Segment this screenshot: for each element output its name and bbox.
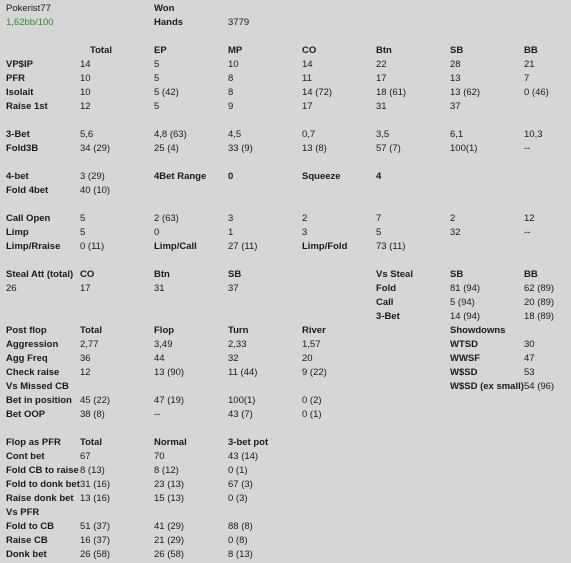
stat-value: 47 (19)	[154, 395, 185, 406]
stat-value: 14	[80, 59, 91, 70]
stat-label: Bet in position	[6, 395, 72, 406]
stat-row	[0, 450, 571, 464]
stat-value: 9	[228, 101, 234, 112]
stat-label: Vs Missed CB	[6, 381, 69, 392]
stat-label: SB	[228, 269, 242, 280]
stat-value: 26 (58)	[154, 549, 185, 560]
stat-row	[0, 72, 571, 86]
stat-label: Btn	[376, 45, 392, 56]
stat-row	[0, 506, 571, 520]
stat-value: 27 (11)	[228, 241, 258, 252]
stat-row	[0, 366, 571, 380]
stat-value: 16 (37)	[80, 535, 111, 546]
header-row-2	[0, 16, 571, 30]
stat-value: 1,57	[302, 339, 321, 350]
won-label: Won	[154, 3, 175, 14]
stat-row	[0, 240, 571, 254]
stat-value: 0 (1)	[228, 465, 248, 476]
stat-row	[0, 296, 571, 310]
stat-value: 0 (1)	[302, 409, 322, 420]
stat-row	[0, 324, 571, 338]
stat-value: 17	[302, 101, 313, 112]
stat-label: Fold CB to raise	[6, 465, 79, 476]
stat-label: Normal	[154, 437, 187, 448]
stat-row	[0, 520, 571, 534]
stat-row	[0, 548, 571, 562]
stat-label: Total	[80, 437, 102, 448]
stat-value: 20 (89)	[524, 297, 555, 308]
stat-value: 31	[154, 283, 165, 294]
stat-value: 31	[376, 101, 387, 112]
stat-value: 10	[80, 73, 91, 84]
stat-value: 13 (90)	[154, 367, 185, 378]
stat-value: 41 (29)	[154, 521, 185, 532]
stat-label: Raise CB	[6, 535, 48, 546]
stat-label: WWSF	[450, 353, 481, 364]
stat-value: 30	[524, 339, 535, 350]
stat-label: W$SD (ex small)	[450, 381, 524, 392]
stat-value: 7	[524, 73, 530, 84]
stat-label: Vs PFR	[6, 507, 40, 518]
stat-value: --	[154, 409, 161, 420]
stat-label: 3-Bet	[376, 311, 400, 322]
stat-value: 3 (29)	[80, 171, 105, 182]
stat-label: Flop as PFR	[6, 437, 61, 448]
stat-label: Donk bet	[6, 549, 47, 560]
stat-value: 37	[228, 283, 239, 294]
stat-label: PFR	[6, 73, 25, 84]
stat-value: 51 (37)	[80, 521, 111, 532]
winrate-value: 1,62bb/100	[6, 17, 54, 28]
stat-row	[0, 212, 571, 226]
stat-row	[0, 86, 571, 100]
stat-label: VP$IP	[6, 59, 33, 70]
stat-label: Aggression	[6, 339, 59, 350]
stat-value: 10,3	[524, 129, 543, 140]
stat-label: Post flop	[6, 325, 47, 336]
stat-label: Isolait	[6, 87, 34, 98]
stat-value: 11 (44)	[228, 367, 258, 378]
stat-value: 5	[80, 213, 86, 224]
stat-value: 2,33	[228, 339, 247, 350]
stat-row	[0, 338, 571, 352]
stat-label: Showdowns	[450, 325, 506, 336]
stat-value: 37	[450, 101, 461, 112]
stat-row	[0, 128, 571, 142]
stat-label: CO	[302, 45, 317, 56]
stat-label: Flop	[154, 325, 175, 336]
header-row-1	[0, 2, 571, 16]
stat-label: Call	[376, 297, 394, 308]
stat-value: 67 (3)	[228, 479, 253, 490]
stat-value: 4,5	[228, 129, 242, 140]
stat-row	[0, 226, 571, 240]
stat-value: 67	[80, 451, 91, 462]
stat-value: 14 (72)	[302, 87, 333, 98]
stat-label: 3-Bet	[6, 129, 30, 140]
stat-value: 31 (16)	[80, 479, 111, 490]
stat-label: Total	[90, 45, 112, 56]
stat-value: 12	[80, 367, 91, 378]
stat-label: 3-bet pot	[228, 437, 269, 448]
stat-label: BB	[524, 269, 538, 280]
stat-row	[0, 100, 571, 114]
stat-value: 6,1	[450, 129, 464, 140]
stat-value: 62 (89)	[524, 283, 555, 294]
stat-row	[0, 380, 571, 394]
stat-row	[0, 436, 571, 450]
stat-value: 8 (13)	[228, 549, 253, 560]
stat-label: 0	[228, 171, 234, 182]
stat-label: Fold 4bet	[6, 185, 49, 196]
stat-label: Limp	[6, 227, 29, 238]
stat-value: 5	[80, 227, 86, 238]
stat-value: 15 (13)	[154, 493, 185, 504]
stat-value: 47	[524, 353, 535, 364]
stat-value: 13 (16)	[80, 493, 111, 504]
stat-label: River	[302, 325, 326, 336]
hands-label: Hands	[154, 17, 184, 28]
stat-value: 36	[80, 353, 91, 364]
stat-value: 8 (13)	[80, 465, 105, 476]
stat-label: Limp/Call	[154, 241, 197, 252]
stat-value: 44	[154, 353, 165, 364]
stat-value: 5,6	[80, 129, 94, 140]
stat-value: 13	[450, 73, 461, 84]
stat-value: 18 (61)	[376, 87, 407, 98]
stat-value: 34 (29)	[80, 143, 111, 154]
stat-value: 28	[450, 59, 461, 70]
stat-value: 0 (8)	[228, 535, 248, 546]
stat-value: 2 (63)	[154, 213, 179, 224]
stat-value: 88 (8)	[228, 521, 253, 532]
stat-value: 38 (8)	[80, 409, 105, 420]
stat-value: 21	[524, 59, 535, 70]
stat-value: 10	[80, 87, 91, 98]
stat-value: 0	[154, 227, 160, 238]
stat-label: Btn	[154, 269, 170, 280]
stat-value: 21 (29)	[154, 535, 185, 546]
stat-row	[0, 282, 571, 296]
stat-row	[0, 394, 571, 408]
stat-row	[0, 184, 571, 198]
stat-label: CO	[80, 269, 95, 280]
stat-value: 81 (94)	[450, 283, 481, 294]
stat-label: Fold to CB	[6, 521, 55, 532]
stat-label: Fold3B	[6, 143, 39, 154]
stat-label: 4Bet Range	[154, 171, 207, 182]
player-name: Pokerist77	[6, 3, 51, 14]
hands-value: 3779	[228, 17, 250, 28]
stat-value: 43 (14)	[228, 451, 259, 462]
stat-value: 10	[228, 59, 239, 70]
stat-value: 8	[228, 87, 234, 98]
stat-value: 14 (94)	[450, 311, 481, 322]
stat-value: 18 (89)	[524, 311, 555, 322]
stat-value: 8 (12)	[154, 465, 179, 476]
stat-value: 100(1)	[450, 143, 478, 154]
stat-label: Squeeze	[302, 171, 341, 182]
stat-value: 73 (11)	[376, 241, 406, 252]
stat-label: 4-bet	[6, 171, 29, 182]
stat-label: Limp/Fold	[302, 241, 348, 252]
stat-value: 32	[228, 353, 239, 364]
stat-value: 5	[154, 101, 160, 112]
stat-label: SB	[450, 269, 464, 280]
stat-value: 32	[450, 227, 461, 238]
stat-label: Raise 1st	[6, 101, 48, 112]
stat-row	[0, 310, 571, 324]
stat-value: 0 (3)	[228, 493, 248, 504]
stat-row	[0, 44, 571, 58]
stat-label: Raise donk bet	[6, 493, 74, 504]
stat-value: 1	[228, 227, 234, 238]
stat-value: 12	[524, 213, 535, 224]
stat-label: Check raise	[6, 367, 60, 378]
stat-value: 3	[228, 213, 234, 224]
stat-row	[0, 534, 571, 548]
stat-value: 2	[302, 213, 308, 224]
stat-value: 26	[6, 283, 17, 294]
stat-value: 0 (2)	[302, 395, 322, 406]
stat-value: 54 (96)	[524, 381, 555, 392]
stat-value: 4,8 (63)	[154, 129, 187, 140]
stat-value: 5 (42)	[154, 87, 179, 98]
stat-value: 40 (10)	[80, 185, 111, 196]
stat-value: 100(1)	[228, 395, 256, 406]
stat-label: Fold to donk bet	[6, 479, 80, 490]
stat-value: 5	[376, 227, 382, 238]
stat-value: 53	[524, 367, 535, 378]
stat-row	[0, 464, 571, 478]
stat-value: 70	[154, 451, 165, 462]
stat-label: Cont bet	[6, 451, 45, 462]
stat-label: Call Open	[6, 213, 51, 224]
stat-value: 0 (46)	[524, 87, 549, 98]
stat-label: SB	[450, 45, 464, 56]
stat-value: 43 (7)	[228, 409, 253, 420]
stat-row	[0, 142, 571, 156]
stat-value: 2,77	[80, 339, 99, 350]
stat-value: 25 (4)	[154, 143, 179, 154]
stat-label: 4	[376, 171, 382, 182]
stat-label: W$SD	[450, 367, 478, 378]
stat-value: 26 (58)	[80, 549, 111, 560]
stat-value: 0 (11)	[80, 241, 105, 252]
stat-label: WTSD	[450, 339, 478, 350]
stat-value: 13 (62)	[450, 87, 481, 98]
stat-value: 7	[376, 213, 382, 224]
stat-label: Turn	[228, 325, 249, 336]
stat-value: 45 (22)	[80, 395, 111, 406]
stat-label: Fold	[376, 283, 397, 294]
stat-value: 5	[154, 73, 160, 84]
stat-label: Agg Freq	[6, 353, 48, 364]
stat-value: 12	[80, 101, 91, 112]
stat-value: 8	[228, 73, 234, 84]
stat-row	[0, 478, 571, 492]
stat-label: Bet OOP	[6, 409, 46, 420]
stat-value: 0,7	[302, 129, 316, 140]
stat-value: 22	[376, 59, 387, 70]
stat-row	[0, 352, 571, 366]
stat-value: 33 (9)	[228, 143, 253, 154]
stat-row	[0, 268, 571, 282]
stat-label: MP	[228, 45, 243, 56]
stat-value: 11	[302, 73, 312, 84]
stat-value: 17	[80, 283, 91, 294]
stat-value: 3	[302, 227, 308, 238]
stat-value: 20	[302, 353, 313, 364]
stat-value: 57 (7)	[376, 143, 401, 154]
stat-row	[0, 170, 571, 184]
stat-value: --	[524, 227, 531, 238]
stat-label: Limp/Rraise	[6, 241, 61, 252]
stat-label: Total	[80, 325, 102, 336]
stat-row	[0, 58, 571, 72]
stat-value: 13 (8)	[302, 143, 327, 154]
stat-row	[0, 492, 571, 506]
stat-value: 3,49	[154, 339, 173, 350]
stat-label: Vs Steal	[376, 269, 413, 280]
stat-value: 9 (22)	[302, 367, 327, 378]
stat-value: 23 (13)	[154, 479, 185, 490]
stat-value: 17	[376, 73, 387, 84]
stat-label: Steal Att (total)	[6, 269, 74, 280]
stat-label: EP	[154, 45, 167, 56]
stat-value: 14	[302, 59, 313, 70]
stat-label: BB	[524, 45, 538, 56]
stat-value: --	[524, 143, 531, 154]
stat-row	[0, 408, 571, 422]
stat-value: 5 (94)	[450, 297, 475, 308]
stat-value: 3,5	[376, 129, 390, 140]
stat-value: 5	[154, 59, 160, 70]
stat-value: 2	[450, 213, 456, 224]
